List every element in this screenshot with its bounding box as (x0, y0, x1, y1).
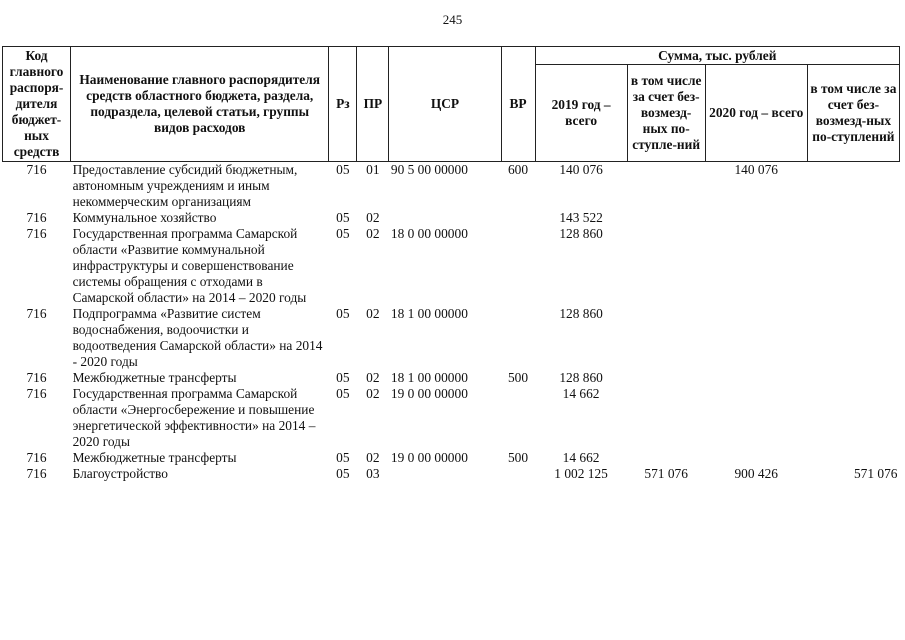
row-2020-total (705, 306, 807, 370)
row-vr (501, 466, 535, 482)
table-row (3, 386, 900, 450)
row-code: 716 (26, 466, 47, 481)
row-pr: 02 (366, 226, 380, 241)
header-2019-gratuitous: в том числе за счет без-возмезд-ных по-ступле-ний (627, 65, 705, 162)
table-row (3, 466, 900, 482)
row-pr: 02 (366, 386, 380, 401)
header-csr: ЦСР (389, 47, 501, 162)
header-pr: ПР (357, 47, 389, 162)
row-name: Благоустройство (72, 466, 168, 481)
table-row (3, 210, 900, 226)
header-2020-total: 2020 год – всего (705, 65, 807, 162)
row-csr: 18 0 00 00000 (390, 226, 468, 241)
row-pr: 01 (366, 162, 380, 177)
row-rz: 05 (336, 226, 350, 241)
table-row (3, 370, 900, 386)
row-2020-gratuitous: 571 076 (853, 466, 898, 481)
row-2019-gratuitous (627, 450, 705, 466)
row-name: Государственная программа Самарской области «Энергосбережение и повышение энергетической эффективности» на 2014 – 2020 годы (72, 386, 316, 449)
row-2020-total (705, 226, 807, 306)
row-name: Коммунальное хозяйство (72, 210, 217, 225)
row-code: 716 (26, 226, 47, 241)
row-code: 716 (26, 386, 47, 401)
row-2020-gratuitous (807, 226, 899, 306)
row-2019-total: 128 860 (559, 226, 603, 241)
row-2019-total: 1 002 125 (554, 466, 608, 481)
row-pr: 02 (366, 210, 380, 225)
row-rz: 05 (336, 370, 350, 385)
row-rz: 05 (336, 162, 350, 177)
row-name: Государственная программа Самарской области «Развитие коммунальной инфраструктуры и совершенствование системы обращения с отходами в Самарской области» на 2014 – 2020 годы (72, 226, 307, 305)
row-name: Межбюджетные трансферты (72, 450, 237, 465)
row-name: Межбюджетные трансферты (72, 370, 237, 385)
row-2019-total: 14 662 (562, 386, 600, 401)
table-body (3, 162, 900, 483)
header-2020-gratuitous: в том числе за счет без-возмезд-ных по-ступлений (807, 65, 899, 162)
row-2020-gratuitous (807, 162, 899, 211)
row-vr (501, 306, 535, 370)
row-name: Подпрограмма «Развитие систем водоснабжения, водоочистки и водоотведения Самарской области» на 2014 - 2020 годы (72, 306, 323, 369)
row-code: 716 (26, 450, 47, 465)
row-pr: 03 (366, 466, 380, 481)
row-vr: 500 (507, 450, 529, 465)
row-2020-gratuitous (807, 370, 899, 386)
row-2019-gratuitous (627, 162, 705, 211)
row-pr: 02 (366, 450, 380, 465)
row-2020-total (705, 450, 807, 466)
row-csr (389, 210, 501, 226)
row-rz: 05 (336, 386, 350, 401)
row-2020-total (705, 370, 807, 386)
row-csr: 18 1 00 00000 (390, 306, 468, 321)
row-2019-total: 143 522 (559, 210, 603, 225)
row-vr (501, 210, 535, 226)
header-code: Код главного распоря-дителя бюджет-ных средств (3, 47, 71, 162)
row-2020-gratuitous (807, 306, 899, 370)
row-2019-total: 128 860 (559, 370, 603, 385)
table-row (3, 450, 900, 466)
row-rz: 05 (336, 306, 350, 321)
row-csr: 19 0 00 00000 (390, 386, 468, 401)
row-vr: 600 (507, 162, 529, 177)
row-2020-gratuitous (807, 386, 899, 450)
row-2019-gratuitous (627, 306, 705, 370)
table-row (3, 306, 900, 370)
row-2019-gratuitous (627, 386, 705, 450)
row-code: 716 (26, 210, 47, 225)
row-2020-gratuitous (807, 210, 899, 226)
header-name: Наименование главного распорядителя средств областного бюджета, раздела, подраздела, целевой статьи, группы видов расходов (71, 47, 329, 162)
row-rz: 05 (336, 210, 350, 225)
row-name: Предоставление субсидий бюджетным, автономным учреждениям и иным некоммерческим организациям (72, 162, 298, 209)
row-vr (501, 226, 535, 306)
row-code: 716 (26, 370, 47, 385)
row-2019-gratuitous (627, 370, 705, 386)
table-row (3, 162, 900, 211)
row-vr (501, 386, 535, 450)
row-csr: 90 5 00 00000 (390, 162, 468, 177)
table-row (3, 226, 900, 306)
row-csr (389, 466, 501, 482)
row-2020-total (705, 210, 807, 226)
budget-table (2, 46, 900, 482)
row-2019-total: 140 076 (559, 162, 603, 177)
row-2020-total (705, 386, 807, 450)
header-vr: ВР (501, 47, 535, 162)
row-2020-gratuitous (807, 450, 899, 466)
row-csr: 19 0 00 00000 (390, 450, 468, 465)
header-sum-title: Сумма, тыс. рублей (535, 47, 899, 65)
row-code: 716 (26, 306, 47, 321)
row-2019-total: 14 662 (562, 450, 600, 465)
row-pr: 02 (366, 370, 380, 385)
row-2019-total: 128 860 (559, 306, 603, 321)
row-2019-gratuitous (627, 226, 705, 306)
table-header (3, 47, 900, 162)
row-rz: 05 (336, 450, 350, 465)
row-2019-gratuitous (627, 210, 705, 226)
row-vr: 500 (507, 370, 529, 385)
page-number: 245 (442, 12, 463, 27)
row-pr: 02 (366, 306, 380, 321)
header-rz: Рз (329, 47, 357, 162)
row-rz: 05 (336, 466, 350, 481)
row-csr: 18 1 00 00000 (390, 370, 468, 385)
row-2020-total: 140 076 (734, 162, 779, 177)
header-2019-total: 2019 год – всего (535, 65, 627, 162)
row-2019-gratuitous: 571 076 (644, 466, 688, 481)
row-2020-total: 900 426 (734, 466, 779, 481)
row-code: 716 (26, 162, 47, 177)
